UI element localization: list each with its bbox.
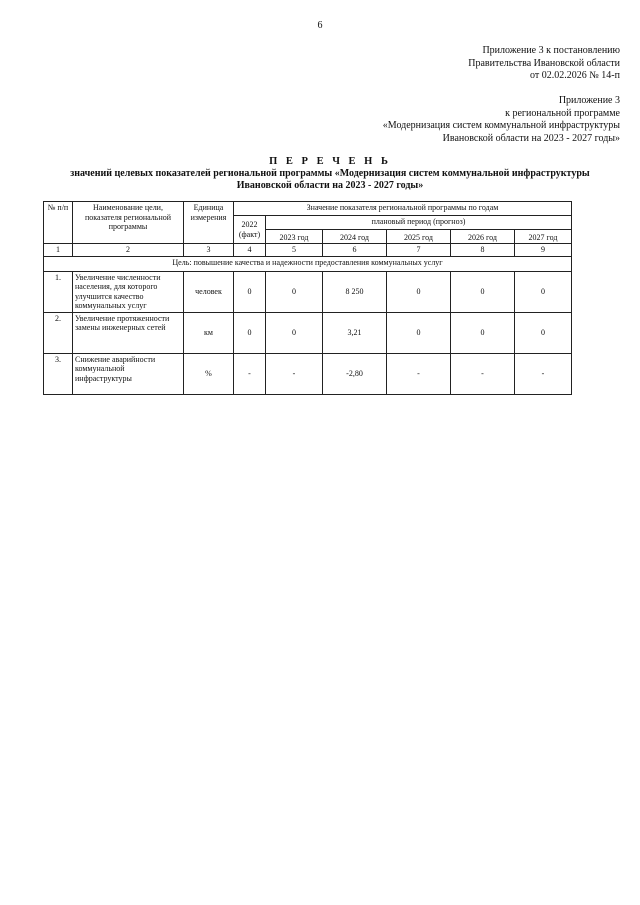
row-num: 1. [44,271,73,312]
header-values-by-year: Значение показателя региональной программы по годам [234,202,572,216]
row-value-2024: 8 250 [323,271,387,312]
row-value-2026: 0 [451,271,515,312]
header-year-2027: 2027 год [515,230,572,244]
header-row-1 [44,202,572,216]
row-value-2024: -2,80 [323,353,387,394]
appendix-decree-block [468,45,620,83]
appendix-program-line-2: к региональной программе [505,107,620,119]
appendix-program-block [383,95,620,145]
row-value-2024: 3,21 [323,312,387,353]
header-planned-period: плановый период (прогноз) [266,216,572,230]
appendix-decree-line-1: Приложение 3 к постановлению [482,45,620,56]
row-unit: человек [184,271,234,312]
column-number: 9 [515,244,572,257]
header-num: № п/п [44,202,73,244]
row-num: 3. [44,353,73,394]
title-main: П Е Р Е Ч Е Н Ь [269,156,391,167]
row-value-2025: 0 [387,312,451,353]
row-value-2025: 0 [387,271,451,312]
row-value-2023: 0 [266,312,323,353]
document-title [40,155,620,192]
column-number: 3 [184,244,234,257]
row-fact-2022: - [234,353,266,394]
appendix-decree-line-3: от 02.02.2026 № 14-п [530,70,620,81]
row-value-2027: 0 [515,312,572,353]
row-fact-2022: 0 [234,271,266,312]
header-fact-year: 2022 (факт) [234,216,266,244]
row-indicator-name: Снижение аварийности коммунальной инфраструктуры [73,353,184,394]
appendix-program-line-4: Ивановской области на 2023 - 2027 годы» [442,132,620,144]
row-value-2027: - [515,353,572,394]
goal-row [44,256,572,271]
title-sub-line-2: Ивановской области на 2023 - 2027 годы» [236,180,424,191]
header-year-2026: 2026 год [451,230,515,244]
goal-text: Цель: повышение качества и надежности предоставления коммунальных услуг [44,256,572,271]
column-number: 1 [44,244,73,257]
row-unit: % [184,353,234,394]
page-number: 6 [317,20,323,31]
row-unit: км [184,312,234,353]
column-number: 4 [234,244,266,257]
appendix-decree-line-2: Правительства Ивановской области [468,57,620,69]
column-numbers-row [44,244,572,257]
row-value-2026: 0 [451,312,515,353]
table-row [44,271,572,312]
row-value-2027: 0 [515,271,572,312]
column-number: 8 [451,244,515,257]
header-year-2025: 2025 год [387,230,451,244]
header-year-2023: 2023 год [266,230,323,244]
row-fact-2022: 0 [234,312,266,353]
row-num: 2. [44,312,73,353]
column-number: 7 [387,244,451,257]
row-value-2025: - [387,353,451,394]
row-value-2023: - [266,353,323,394]
column-number: 6 [323,244,387,257]
header-name: Наименование цели, показателя региональной программы [73,202,184,244]
row-value-2026: - [451,353,515,394]
column-number: 2 [73,244,184,257]
table-row [44,312,572,353]
row-indicator-name: Увеличение протяженности замены инженерных сетей [73,312,184,353]
row-value-2023: 0 [266,271,323,312]
appendix-program-line-3: «Модернизация систем коммунальной инфраструктуры [382,120,620,131]
appendix-program-line-1: Приложение 3 [558,95,620,106]
row-indicator-name: Увеличение численности населения, для которого улучшится качество коммунальных услуг [73,271,184,312]
indicators-table [43,201,572,395]
header-unit: Единица измерения [184,202,234,244]
table-row [44,353,572,394]
column-number: 5 [266,244,323,257]
title-sub-line-1: значений целевых показателей региональной программы «Модернизация систем коммунальной инфраструктуры [70,168,590,179]
header-year-2024: 2024 год [323,230,387,244]
